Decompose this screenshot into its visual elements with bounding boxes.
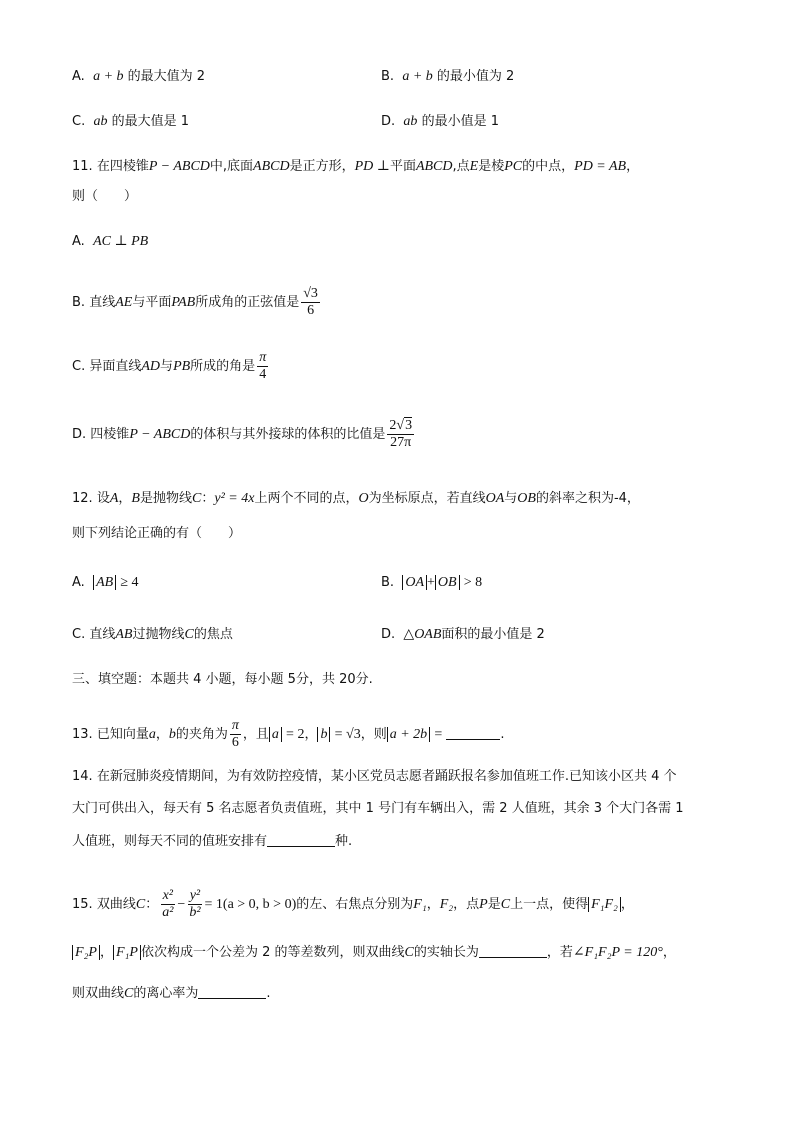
- q10-option-a: A. a + b 的最大值为 2: [72, 69, 206, 84]
- q11-option-c: C. 异面直线AD与PB所成的角是 $\frac{\pi}{4}$: [72, 350, 267, 382]
- q13-stem: 13. 已知向量a，b的夹角为 $\frac{\pi}{6}$ ，且 a = 2， b = √3，则 a + 2b = .: [72, 718, 505, 750]
- answer-blank[interactable]: [446, 725, 500, 740]
- q12-option-a: A. AB ≥ 4: [72, 575, 139, 590]
- q15-line3: 则双曲线C的离心率为 .: [72, 986, 271, 1001]
- q10-option-d: D. ab 的最小值是 1: [381, 114, 499, 129]
- q14-line1: 14. 在新冠肺炎疫情期间，为有效防控疫情，某小区党员志愿者踊跃报名参加值班工作.已知该小区共 4 个: [72, 769, 677, 784]
- fraction-y2-over-b2: $\frac{\text{y²}}{\text{b²}}$: [189, 888, 201, 920]
- q15-line2: F₂P ， F₁P 依次构成一个公差为 2 的等差数列，则双曲线C的实轴长为 ，若∠F₁F₂P = 120°，: [72, 943, 676, 962]
- fraction-2sqrt3-over-27pi: $\frac{2√3}{27\pi}$: [389, 418, 413, 450]
- q14-line2: 大门可供出入，每天有 5 名志愿者负责值班，其中 1 号门有车辆出入，需 2 人值班，其余 3 个大门各需 1: [72, 801, 684, 816]
- q11-option-a: A. AC ⊥ PB: [72, 234, 149, 249]
- fraction-pi-over-4: $\frac{\pi}{4}$: [259, 350, 267, 382]
- q11-option-d: D. 四棱锥P − ABCD的体积与其外接球的体积的比值是 $\frac{2√3}{27\pi}$: [72, 418, 413, 450]
- q15-line1: 15. 双曲线C： $\frac{\text{x²}}{\text{a²}}$ − $\frac{\text{y²}}{\text{b²}}$ = 1(a > 0, b > 0)的左、右焦点分别为F₁，F₂，点P是C上一点，使得 F₁F₂ ，: [72, 888, 634, 920]
- q10-option-b: B. a + b 的最小值为 2: [381, 69, 515, 84]
- q10-option-c: C. ab 的最大值是 1: [72, 114, 190, 129]
- fraction-sqrt3-over-6: $\frac{√3}{6}$: [303, 286, 318, 318]
- fraction-pi-over-6: $\frac{\pi}{6}$: [231, 718, 239, 750]
- section-3-heading: 三、填空题：本题共 4 小题，每小题 5分，共 20分.: [72, 672, 373, 687]
- q12-option-b: B. OA + OB > 8: [381, 575, 483, 590]
- q11-stem-line2: 则（ ）: [72, 189, 138, 204]
- fraction-x2-over-a2: $\frac{\text{x²}}{\text{a²}}$: [162, 888, 174, 920]
- answer-blank[interactable]: [198, 984, 266, 999]
- q12-stem-line1: 12. 设A，B是抛物线C：y² = 4x上两个不同的点，O为坐标原点，若直线OA与OB的斜率之积为-4，: [72, 491, 640, 506]
- answer-blank[interactable]: [267, 832, 335, 847]
- q14-line3: 人值班，则每天不同的值班安排有 种.: [72, 834, 353, 849]
- q12-stem-line2: 则下列结论正确的有（ ）: [72, 526, 242, 541]
- q12-option-c: C. 直线AB过抛物线C的焦点: [72, 627, 233, 642]
- q12-option-d: D. △OAB面积的最小值是 2: [381, 627, 545, 642]
- q11-stem-line1: 11. 在四棱锥P − ABCD中,底面ABCD是正方形，PD ⊥平面ABCD,点E是棱PC的中点，PD = AB，: [72, 159, 640, 174]
- q11-option-b: B. 直线AE与平面PAB所成角的正弦值是 $\frac{√3}{6}$: [72, 286, 318, 318]
- answer-blank[interactable]: [479, 943, 547, 958]
